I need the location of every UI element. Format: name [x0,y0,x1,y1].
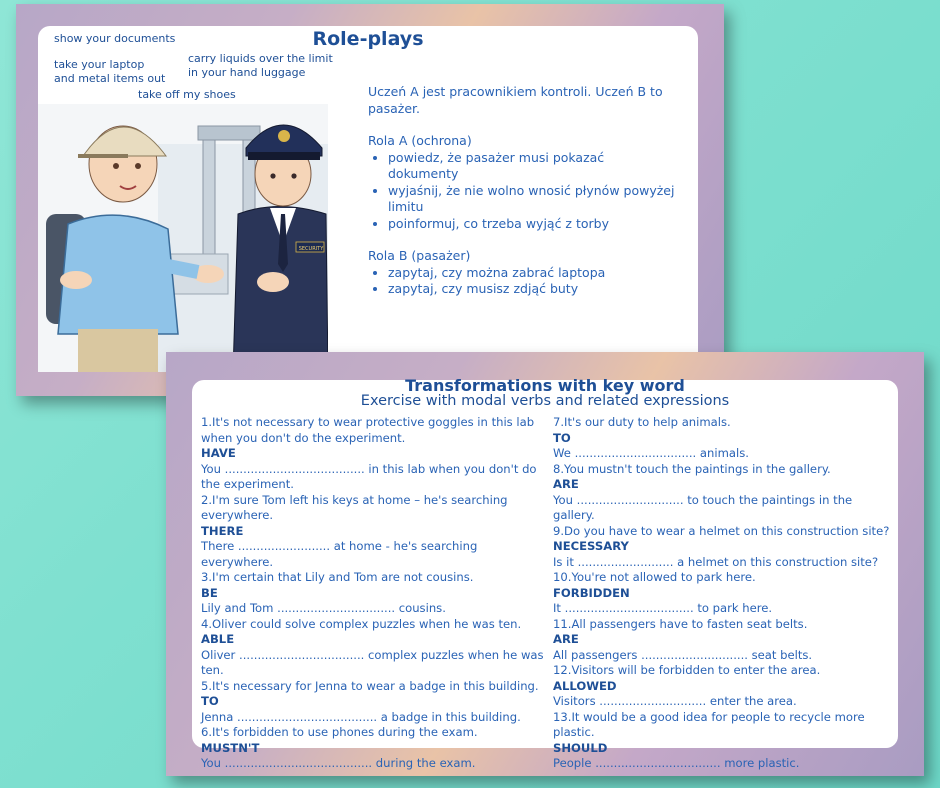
exercise-answer-line: You ............................. to touch the paintings in the gallery. [553,492,853,522]
role-b-heading: Rola B (pasażer) [368,248,471,263]
roleplay-slide [16,4,724,396]
key-word: SHOULD [553,740,608,755]
exercise-question: 10.You're not allowed to park here. [553,570,756,584]
role-a-item: • wyjaśnij, że nie wolno wnosić płynów powyżej limitu [388,183,678,216]
exercise-answer-line: You ...................................... in this lab when you don't do the experiment. [201,461,537,491]
roleplay-intro: Uczeń A jest pracownikiem kontroli. Uczeń B to pasażer. [368,84,663,116]
label-laptop: take your laptop and metal items out [54,58,166,85]
exercise-question: 4.Oliver could solve complex puzzles when he was ten. [201,616,522,631]
key-word: THERE [201,523,244,538]
exercise-answer-line: There ......................... at home - he's searching everywhere. [201,539,478,569]
exercise-left-column [201,415,547,772]
roleplay-card [38,26,698,372]
svg-text:SECURITY: SECURITY [298,246,324,252]
exercise-answer-line: You ........................................ during the exam. [201,756,476,770]
transformations-slide [166,352,924,776]
exercise-answer-line: All passengers ............................. seat belts. [553,647,813,662]
roleplay-title: Role-plays [312,28,424,50]
transformations-title: Transformations with key word [405,376,685,395]
role-a-list [368,150,678,233]
role-a-item: • poinformuj, co trzeba wyjąć z torby [388,216,678,233]
exercise-right-column [553,415,893,772]
role-a-item: • powiedz, że pasażer musi pokazać dokumenty [388,150,678,183]
exercise-answer-line: People .................................. more plastic. [553,756,800,770]
key-word: ALLOWED [553,678,617,693]
exercise-question: 3.I'm certain that Lily and Tom are not cousins. [201,570,474,584]
exercise-question: 2.I'm sure Tom left his keys at home – he's searching everywhere. [201,492,508,522]
exercise-question: 9.Do you have to wear a helmet on this construction site? [553,523,890,538]
key-word: TO [553,430,571,445]
exercise-answer-line: Lily and Tom ................................ cousins. [201,601,446,615]
label-shoes: take off my shoes [138,88,236,101]
exercise-question: 11.All passengers have to fasten seat belts. [553,616,808,631]
exercise-question: 1.It's not necessary to wear protective goggles in this lab when you don't do the experiment. [201,415,535,445]
roleplay-instructions [368,84,678,298]
key-word: BE [201,585,218,600]
role-b-list [368,265,678,298]
key-word: MUSTN'T [201,740,260,755]
role-b-item: • zapytaj, czy można zabrać laptopa [388,265,678,282]
security-badge [296,240,326,254]
exercise-answer-line: Is it .......................... a helmet on this construction site? [553,554,879,569]
exercise-question: 13.It would be a good idea for people to recycle more plastic. [553,709,865,739]
key-word: FORBIDDEN [553,585,630,600]
exercise-answer-line: Oliver .................................. complex puzzles when he was ten. [201,647,544,677]
key-word: ABLE [201,632,235,646]
exercise-answer-line: Jenna ...................................... a badge in this building. [201,709,521,724]
key-word: NECESSARY [553,539,629,553]
role-a-heading: Rola A (ochrona) [368,133,472,148]
exercise-answer-line: We ................................. animals. [553,446,749,460]
key-word: HAVE [201,446,236,460]
exercise-question: 12.Visitors will be forbidden to enter the area. [553,663,821,677]
exercise-answer-line: Visitors ............................. enter the area. [553,694,797,708]
key-word: TO [201,694,219,708]
exercise-question: 6.It's forbidden to use phones during the exam. [201,725,478,739]
airport-security-illustration [38,104,328,372]
label-documents: show your documents [54,32,176,45]
role-b-item: • zapytaj, czy musisz zdjąć buty [388,281,678,298]
key-word: ARE [553,477,579,491]
exercise-question: 7.It's our duty to help animals. [553,415,731,429]
exercise-question: 5.It's necessary for Jenna to wear a badge in this building. [201,678,539,693]
key-word: ARE [553,632,579,646]
exercise-question: 8.You mustn't touch the paintings in the gallery. [553,461,831,476]
transformations-card [192,376,898,770]
exercise-answer-line: It ................................... to park here. [553,601,773,615]
transformations-subtitle: Exercise with modal verbs and related expressions [360,393,730,409]
label-liquids: carry liquids over the limit in your hand luggage [188,52,333,79]
